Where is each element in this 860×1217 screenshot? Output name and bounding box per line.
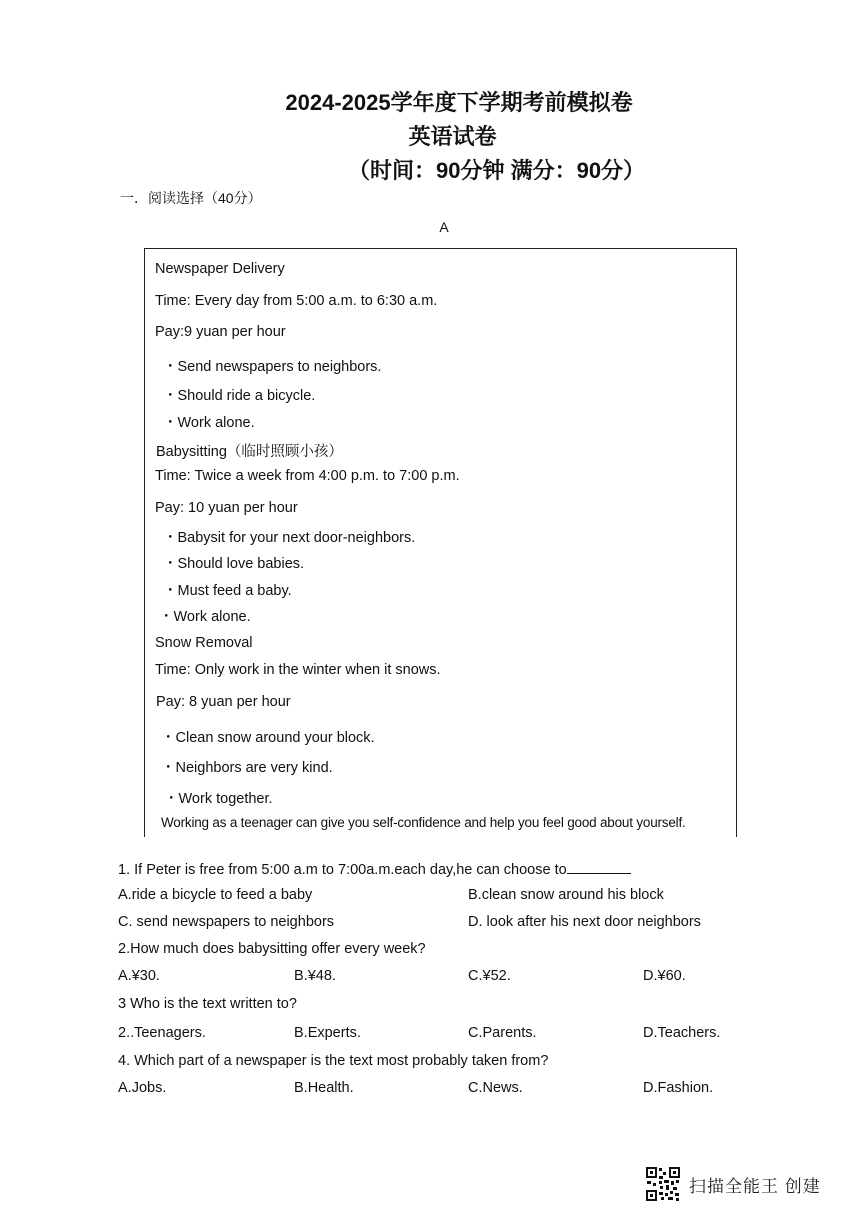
qr-code-icon [645,1166,681,1202]
job-time: Time: Every day from 5:00 a.m. to 6:30 a.m. [155,293,438,309]
question-stem: 1. If Peter is free from 5:00 a.m to 7:00a.m.each day,he can choose to [118,862,567,878]
job-bullet: ・Clean snow around your block. [161,730,375,746]
job-bullet: ・Should love babies. [163,556,305,572]
exam-subtitle: 英语试卷 [408,124,497,149]
option-a: A.ride a bicycle to feed a baby [118,887,313,903]
option-b: B.¥48. [294,968,336,984]
question-4: 4. Which part of a newspaper is the text most probably taken from? [118,1053,549,1069]
option-c: C. send newspapers to neighbors [118,914,335,930]
answer-blank [567,859,631,874]
option-a: A.¥30. [118,968,160,984]
job-time: Time: Twice a week from 4:00 p.m. to 7:00 p.m. [155,468,460,484]
option-c: C.News. [468,1080,523,1096]
scanner-watermark [645,1166,821,1202]
option-d: D.Fashion. [643,1080,714,1096]
job-bullet: ・Work together. [164,791,273,807]
section-heading: 一．阅读选择（40分） [120,190,262,206]
watermark-text: 扫描全能王 创建 [689,1176,821,1196]
option-b: B.Experts. [294,1025,361,1041]
passage-label: A [439,219,449,235]
job-bullet: ・Neighbors are very kind. [161,760,333,776]
exam-info: （时间：90分钟 满分：90分） [348,158,646,183]
option-a: A.Jobs. [118,1080,167,1096]
option-c: C.Parents. [468,1025,537,1041]
option-d: D.Teachers. [643,1025,721,1041]
passage-closing: Working as a teenager can give you self-confidence and help you feel good about yourself. [161,815,686,830]
job-pay: Pay: 8 yuan per hour [156,694,291,710]
option-b: B.Health. [294,1080,354,1096]
job-bullet: ・Send newspapers to neighbors. [163,359,382,375]
exam-title: 2024-2025学年度下学期考前模拟卷 [285,90,633,115]
job-time: Time: Only work in the winter when it snows. [155,662,441,678]
option-c: C.¥52. [468,968,511,984]
job-bullet: ・Should ride a bicycle. [163,388,316,404]
job-bullet: ・Work alone. [159,609,251,625]
job-bullet: ・Must feed a baby. [163,583,292,599]
question-3: 3 Who is the text written to? [118,996,297,1012]
passage-box [144,248,737,837]
job-bullet: ・Work alone. [163,415,255,431]
option-b: B.clean snow around his block [468,887,664,903]
job-pay: Pay: 10 yuan per hour [155,500,298,516]
job-title: Snow Removal [155,635,253,651]
job-pay: Pay:9 yuan per hour [155,324,286,340]
question-2: 2.How much does babysitting offer every week? [118,941,426,957]
job-bullet: ・Babysit for your next door-neighbors. [163,530,416,546]
option-d: D. look after his next door neighbors [468,914,701,930]
job-title: Babysitting（临时照顾小孩） [156,444,343,460]
job-title: Newspaper Delivery [155,261,285,277]
question-1 [118,859,631,878]
option-d: D.¥60. [643,968,686,984]
option-a: 2..Teenagers. [118,1025,206,1041]
